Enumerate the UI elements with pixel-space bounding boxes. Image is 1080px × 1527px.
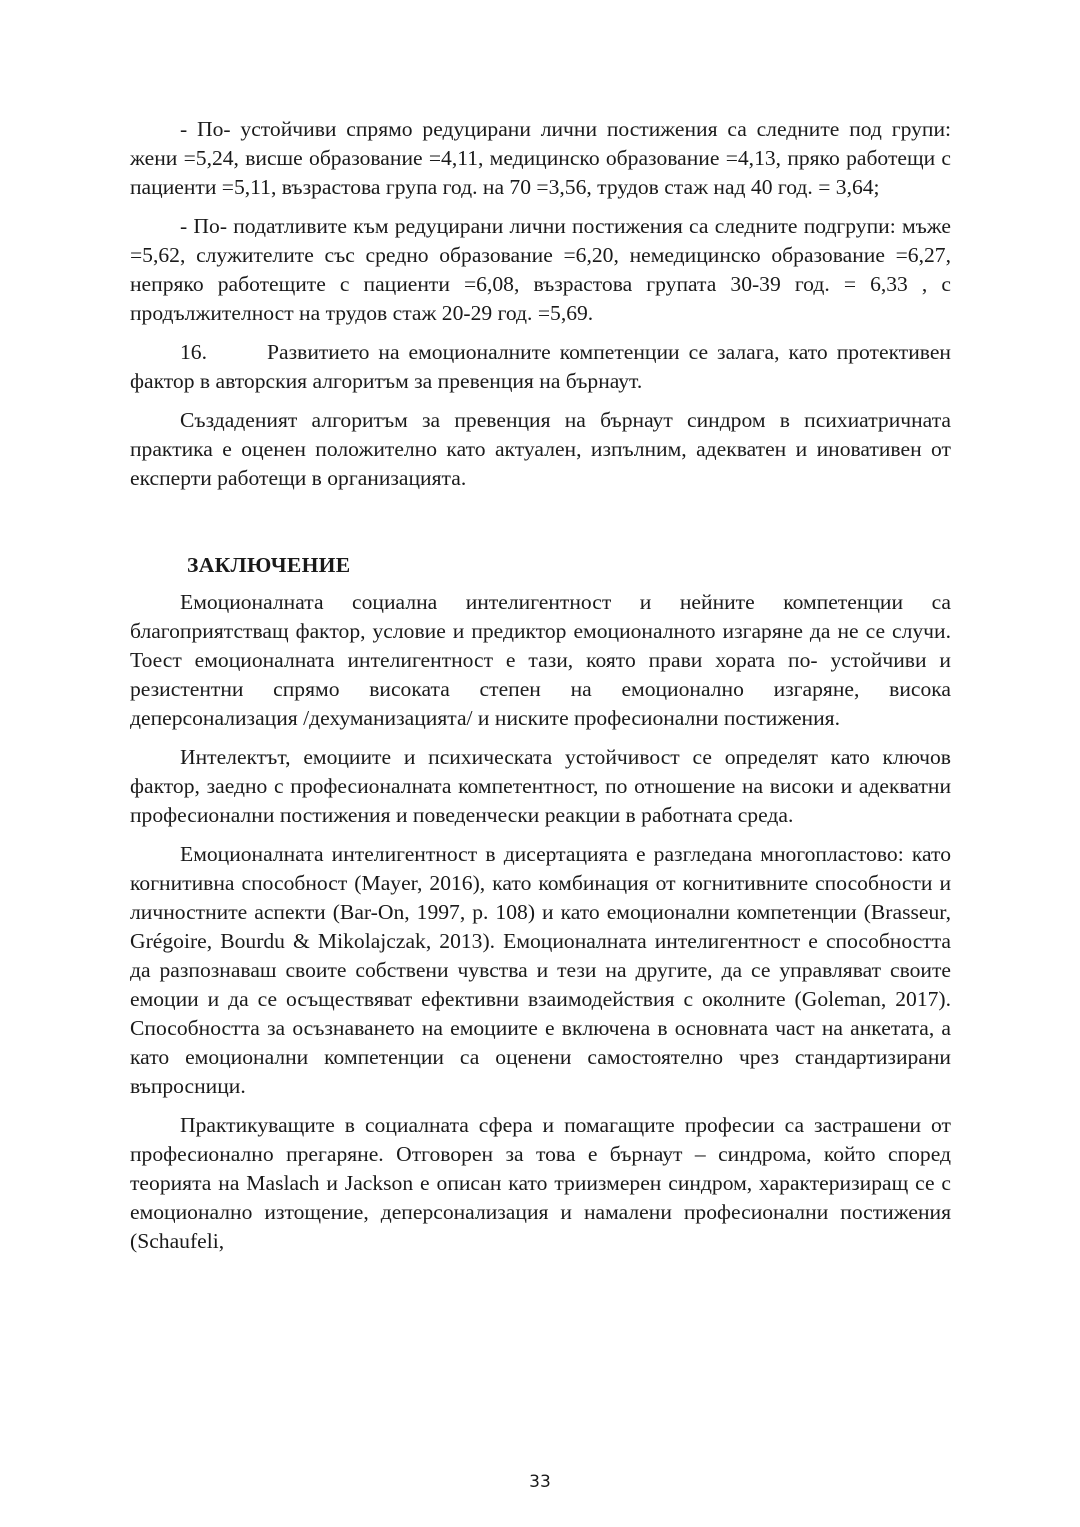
page-number: 33 (529, 1472, 551, 1492)
document-page (130, 112, 951, 1266)
item-number: 16. (180, 340, 207, 364)
section-heading-conclusion: ЗАКЛЮЧЕНИЕ (187, 553, 351, 577)
paragraph-susceptible-subgroups: - По- податливите към редуцирани лични постижения са следните подгрупи: мъже =5,62, служителите със средно образование =6,20, немедицинско образование =6,27, непряко работещите с пациенти =6,08, възрастова групата 30-39 год. = 6,33 , с продължителност на трудов стаж 20-29 год. =5,69. (130, 214, 951, 325)
conclusion-paragraph: Практикуващите в социалната сфера и помагащите професии са застрашени от професионално прегаряне. Отговорен за това е бърнаут – синдрома, който според теорията на Maslach и Jackson е описан като триизмерен синдром, характеризиращ се с емоционално изтощение, деперсонализация и намалени професионални постижения (Schaufeli, (130, 1113, 951, 1253)
paragraph-algorithm: Създаденият алгоритъм за превенция на бърнаут синдром в психиатричната практика е оценен положително като актуален, изпълним, адекватен и иновативен от експерти работещи в организацията. (130, 408, 951, 490)
section-spacer (130, 503, 951, 551)
numbered-item-16 (130, 338, 951, 396)
conclusion-paragraph: Интелектът, емоциите и психическата устойчивост се определят като ключов фактор, заедно с професионалната компетентност, по отношение на високи и адекватни професионални постижения и поведенчески реакции в работната среда. (130, 745, 951, 827)
item-text: Развитието на емоционалните компетенции се залага, като протективен фактор в авторския алгоритъм за превенция на бърнаут. (130, 340, 951, 393)
paragraph-resistant-subgroups: - По- устойчиви спрямо редуцирани лични постижения са следните под групи: жени =5,24, висше образование =4,11, медицинско образование =4,13, пряко работещи с пациенти =5,11, възрастова група год. на 70 =3,56, трудов стаж над 40 год. = 3,64; (130, 117, 951, 199)
conclusion-paragraph: Емоционалната интелигентност в дисертацията е разгледана многопластово: като когнитивна способност (Mayer, 2016), като комбинация от когнитивните способности и личностните аспекти (Bar-On, 1997, p. 108) и като емоционални компетенции (Brasseur, Grégoire, Bourdu & Mikolajczak, 2013). Емоционалната интелигентност е способността да разпознаваш своите собствени чувства и тези на другите, да се управляват своите емоции и да се осъществяват ефективни взаимодействия с околните (Goleman, 2017). Способността за осъзнаването на емоциите е включена в основната част на анкетата, а като емоционални компетенции са оценени самостоятелно чрез стандартизирани въпросници. (130, 842, 951, 1098)
conclusion-paragraph: Емоционалната социална интелигентност и нейните компетенции са благоприятстващ фактор, условие и предиктор емоционалното изгаряне да не се случи. Тоест емоционалната интелигентност е тази, която прави хората по- устойчиви и резистентни спрямо високата степен на емоционално изгаряне, висока деперсонализация /дехуманизацията/ и ниските професионални постижения. (130, 590, 951, 730)
